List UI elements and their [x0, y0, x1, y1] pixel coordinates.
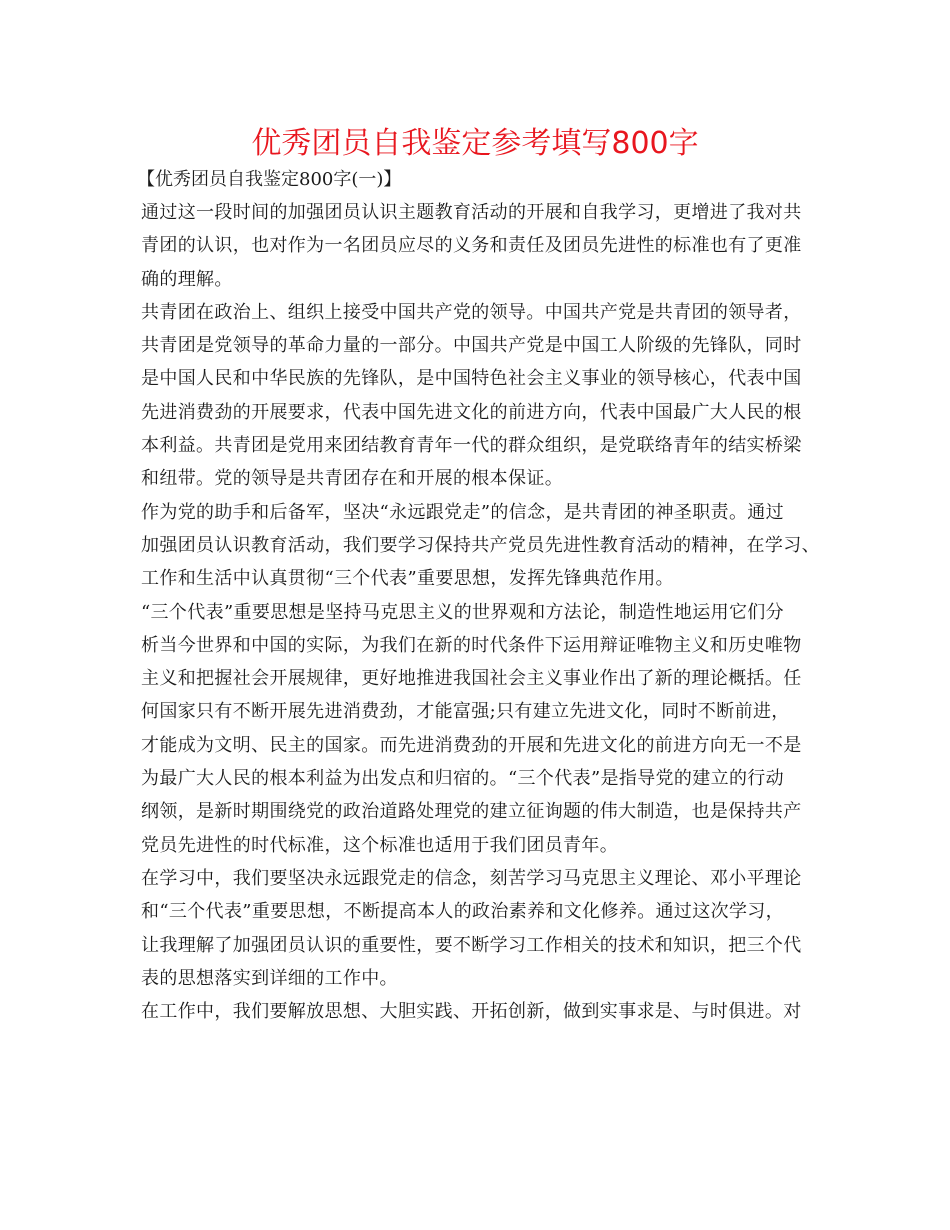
text-line: 在学习中，我们要坚决永远跟党走的信念，刻苦学习马克思主义理论、邓小平理论: [141, 867, 802, 889]
paragraph-4: [141, 596, 813, 862]
paragraph-6: [141, 995, 813, 1028]
text-line: 共青团是党领导的革命力量的一部分。中国共产党是中国工人阶级的先锋队，同时: [141, 335, 802, 357]
text-line: 在工作中，我们要解放思想、大胆实践、开拓创新，做到实事求是、与时俱进。对: [141, 1001, 802, 1023]
text-line: 共青团在政治上、组织上接受中国共产党的领导。中国共产党是共青团的领导者，: [141, 301, 802, 323]
text-line: 表的思想落实到详细的工作中。: [141, 967, 398, 989]
text-line: 作为党的助手和后备军，坚决“永远跟党走”的信念，是共青团的神圣职责。通过: [141, 501, 785, 523]
text-line: 通过这一段时间的加强团员认识主题教育活动的开展和自我学习，更增进了我对共: [141, 202, 802, 223]
text-line: 党员先进性的时代标准，这个标准也适用于我们团员青年。: [141, 834, 619, 856]
text-line: 为最广大人民的根本利益为出发点和归宿的。“三个代表”是指导党的建立的行动: [141, 768, 785, 790]
paragraph-2: [141, 296, 813, 496]
text-line: 析当今世界和中国的实际，为我们在新的时代条件下运用辩证唯物主义和历史唯物: [141, 634, 802, 656]
text-line: 和纽带。党的领导是共青团存在和开展的根本保证。: [141, 468, 564, 490]
text-line: “三个代表”重要思想是坚持马克思主义的世界观和方法论，制造性地运用它们分: [141, 601, 785, 623]
text-line: 让我理解了加强团员认识的重要性，要不断学习工作相关的技术和知识，把三个代: [141, 934, 802, 956]
paragraph-1: [141, 196, 813, 296]
document-body: [137, 164, 820, 1028]
text-line: 加强团员认识教育活动，我们要学习保持共产党员先进性教育活动的精神，在学习、: [141, 534, 820, 556]
section-subheading: 【优秀团员自我鉴定800字(一)】: [137, 169, 402, 190]
text-line: 才能成为文明、民主的国家。而先进消费劲的开展和先进文化的前进方向无一不是: [141, 734, 802, 756]
text-line: 何国家只有不断开展先进消费劲，才能富强;只有建立先进文化，同时不断前进，: [141, 701, 790, 723]
text-line: 是中国人民和中华民族的先锋队，是中国特色社会主义事业的领导核心，代表中国: [141, 368, 802, 390]
paragraph-5: [141, 862, 813, 995]
text-line: 本利益。共青团是党用来团结教育青年一代的群众组织，是党联络青年的结实桥梁: [141, 435, 802, 457]
text-line: 和“三个代表”重要思想，不断提高本人的政治素养和文化修养。通过这次学习，: [141, 901, 785, 923]
text-line: 工作和生活中认真贯彻“三个代表”重要思想，发挥先锋典范作用。: [141, 568, 674, 590]
text-line: 主义和把握社会开展规律，更好地推进我国社会主义事业作出了新的理论概括。任: [141, 668, 802, 690]
text-line: 确的理解。: [141, 268, 233, 290]
text-line: 纲领，是新时期围绕党的政治道路处理党的建立征询题的伟大制造，也是保持共产: [141, 801, 802, 823]
text-line: 青团的认识，也对作为一名团员应尽的义务和责任及团员先进性的标准也有了更准: [141, 235, 802, 257]
document-title: 优秀团员自我鉴定参考填写800字: [251, 126, 699, 161]
text-line: 先进消费劲的开展要求，代表中国先进文化的前进方向，代表中国最广大人民的根: [141, 401, 802, 423]
paragraph-3: [141, 496, 820, 596]
